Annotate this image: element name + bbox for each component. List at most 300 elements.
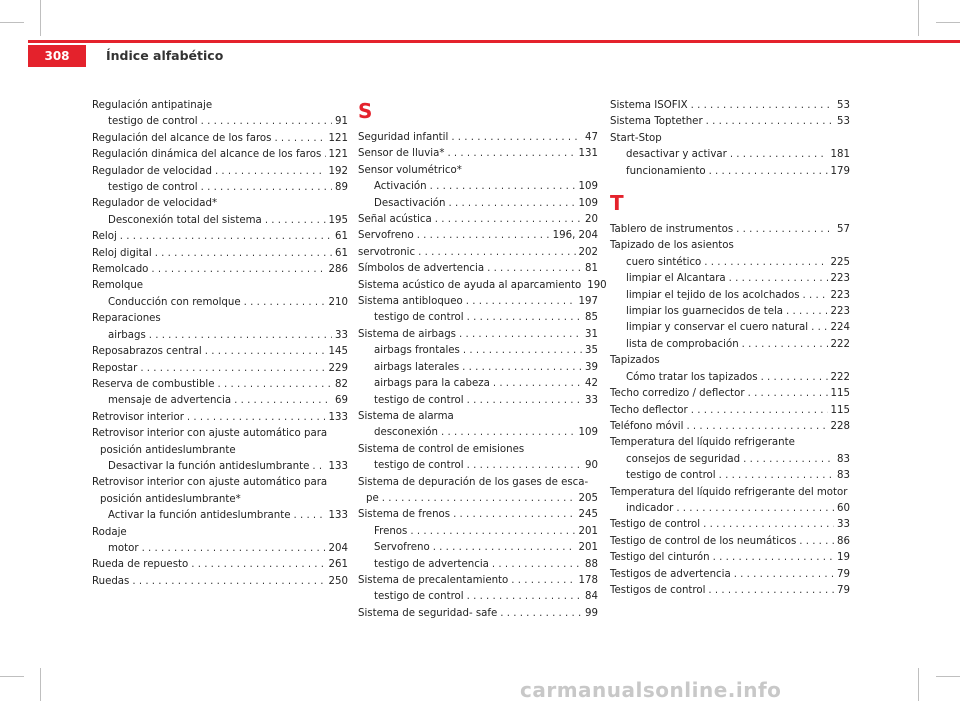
entry-term: Frenos [374, 525, 408, 537]
dot-leader [234, 393, 332, 409]
index-entry [358, 245, 598, 261]
index-entry [358, 540, 598, 556]
entry-page: 82 [335, 378, 348, 390]
entry-term: Desactivar la función antideslumbrante [108, 460, 310, 472]
entry-page: 224 [830, 322, 850, 334]
dot-leader [140, 361, 325, 377]
dot-leader [709, 164, 828, 180]
dot-leader [201, 114, 332, 130]
dot-leader [433, 540, 576, 556]
entry-term: testigo de control [374, 394, 464, 406]
entry-term: motor [108, 542, 139, 554]
entry-term: Rueda de repuesto [92, 559, 189, 571]
index-entry [358, 294, 598, 310]
entry-term: Sistema de precalentamiento [358, 574, 509, 586]
entry-term: servotronic [358, 246, 416, 258]
dot-leader [265, 213, 326, 229]
entry-term: Sistema de frenos [358, 509, 451, 521]
index-heading: Temperatura del líquido refrigerante [610, 437, 795, 449]
index-heading: Tapizado de los asientos [610, 240, 734, 252]
index-entry [610, 337, 850, 353]
entry-term: limpiar el tejido de los acolchados [626, 289, 800, 301]
dot-leader [244, 295, 326, 311]
entry-page: 109 [578, 427, 598, 439]
index-heading: Reparaciones [92, 313, 161, 325]
dot-leader [187, 410, 326, 426]
entry-page: 197 [578, 296, 598, 308]
entry-term: Testigos de control [610, 584, 706, 596]
crop-mark [40, 0, 41, 36]
dot-leader [703, 517, 834, 533]
index-column-3 [610, 98, 850, 599]
entry-page: 204 [328, 542, 348, 554]
entry-page: 83 [837, 453, 850, 465]
dot-leader [430, 179, 576, 195]
entry-page: 61 [335, 231, 348, 243]
entry-term: Tablero de instrumentos [610, 224, 734, 236]
index-heading: posición antideslumbrante* [100, 493, 241, 505]
index-entry [358, 343, 598, 359]
index-entry [358, 179, 598, 195]
entry-page: 261 [328, 559, 348, 571]
index-entry [610, 517, 850, 533]
entry-page: 250 [328, 575, 348, 587]
entry-page: 223 [830, 273, 850, 285]
entry-term: Sistema de airbags [358, 328, 456, 340]
entry-term: desactivar y activar [626, 149, 727, 161]
entry-page: 115 [830, 388, 850, 400]
index-entry [92, 213, 348, 229]
entry-page: 33 [585, 394, 598, 406]
dot-leader [803, 288, 828, 304]
entry-term: Reposabrazos central [92, 346, 202, 358]
entry-page: 60 [837, 502, 850, 514]
dot-leader [500, 606, 582, 622]
index-entry [92, 557, 348, 573]
entry-term: airbags frontales [374, 345, 460, 357]
index-entry [358, 278, 607, 294]
index-entry [610, 320, 850, 336]
entry-term: Servofreno [358, 230, 414, 242]
entry-page: 222 [830, 338, 850, 350]
entry-page: 79 [837, 568, 850, 580]
section-letter: S [358, 99, 373, 123]
index-entry [358, 425, 598, 441]
index-entry [358, 606, 598, 622]
entry-term: Desactivación [374, 197, 446, 209]
dot-leader [435, 212, 582, 228]
index-entry [92, 262, 348, 278]
index-heading: Sistema de depuración de los gases de esca- [358, 476, 589, 488]
entry-term: airbags laterales [374, 361, 460, 373]
index-entry [358, 376, 598, 392]
dot-leader [748, 386, 828, 402]
index-entry [358, 393, 598, 409]
index-entry [92, 246, 348, 262]
index-heading: Rodaje [92, 526, 127, 538]
dot-leader [218, 377, 333, 393]
entry-page: 86 [837, 535, 850, 547]
index-entry [358, 261, 598, 277]
index-entry [610, 550, 850, 566]
index-column-2 [358, 98, 607, 622]
dot-leader [215, 164, 326, 180]
entry-page: 133 [328, 411, 348, 423]
entry-page: 210 [328, 296, 348, 308]
dot-leader [691, 403, 828, 419]
entry-term: airbags [108, 329, 146, 341]
entry-term: testigo de control [374, 312, 464, 324]
dot-leader [151, 262, 325, 278]
entry-term: limpiar y conservar el cuero natural [626, 322, 809, 334]
index-entry [610, 98, 850, 114]
index-entry [358, 130, 598, 146]
dot-leader [132, 574, 325, 590]
entry-term: lista de comprobación [626, 338, 739, 350]
index-entry [92, 344, 348, 360]
index-entry [358, 327, 598, 343]
index-entry [358, 458, 598, 474]
index-entry [358, 524, 598, 540]
entry-term: Sistema ISOFIX [610, 100, 688, 111]
entry-page: 195 [328, 214, 348, 226]
dot-leader [451, 130, 582, 146]
index-entry [610, 386, 850, 402]
entry-page: 89 [335, 182, 348, 194]
entry-term: mensaje de advertencia [108, 395, 232, 407]
entry-term: desconexión [374, 427, 438, 439]
entry-page: 53 [837, 100, 850, 111]
index-entry [92, 508, 348, 524]
entry-page: 57 [837, 224, 850, 236]
index-entry [610, 567, 850, 583]
index-heading: posición antideslumbrante [100, 444, 236, 456]
entry-page: 42 [585, 378, 598, 390]
dot-leader [708, 583, 834, 599]
entry-page: 115 [830, 404, 850, 416]
entry-page: 61 [335, 247, 348, 259]
entry-term: Símbolos de advertencia [358, 263, 485, 275]
index-entry [610, 501, 850, 517]
entry-page: 85 [585, 312, 598, 324]
dot-leader [691, 98, 834, 114]
index-entry [92, 131, 348, 147]
entry-term: Testigo de control de los neumáticos [610, 535, 797, 547]
entry-page: 145 [328, 346, 348, 358]
crop-mark [0, 676, 24, 677]
dot-leader [742, 337, 828, 353]
entry-page: 33 [837, 519, 850, 531]
entry-page: 179 [830, 165, 850, 177]
index-entry [610, 147, 850, 163]
dot-leader [447, 146, 575, 162]
dot-leader [417, 228, 550, 244]
page-title: Índice alfabético [106, 48, 224, 63]
dot-leader [467, 589, 582, 605]
dot-leader [120, 229, 332, 245]
entry-term: Regulación del alcance de los faros [92, 132, 272, 144]
entry-page: 121 [328, 149, 348, 161]
crop-mark [918, 668, 919, 701]
entry-term: limpiar el Alcantara [626, 273, 726, 285]
index-entry [610, 271, 850, 287]
index-heading: Sensor volumétrico* [358, 164, 462, 176]
dot-leader [467, 458, 582, 474]
index-entry [610, 419, 850, 435]
entry-page: 69 [335, 395, 348, 407]
dot-leader [487, 261, 582, 277]
entry-term: consejos de seguridad [626, 453, 741, 465]
entry-page: 39 [585, 361, 598, 373]
entry-term: Ruedas [92, 575, 130, 587]
entry-page: 99 [585, 607, 598, 619]
index-entry [358, 196, 598, 212]
dot-leader [511, 573, 575, 589]
crop-mark [936, 22, 960, 23]
index-entry [92, 180, 348, 196]
index-entry [92, 459, 348, 475]
crop-mark [936, 676, 960, 677]
dot-leader [730, 147, 828, 163]
entry-page: 225 [830, 256, 850, 268]
dot-leader [492, 557, 582, 573]
entry-term: Regulador de velocidad [92, 165, 212, 177]
index-heading: Retrovisor interior con ajuste automático para [92, 428, 328, 440]
entry-term: Regulación dinámica del alcance de los faros [92, 149, 322, 161]
dot-leader [466, 294, 576, 310]
entry-term: Repostar [92, 362, 138, 374]
entry-term: Conducción con remolque [108, 296, 241, 308]
index-entry [92, 295, 348, 311]
entry-term: Techo deflector [610, 404, 688, 416]
entry-page: 131 [578, 148, 598, 160]
index-heading: Start-Stop [610, 132, 662, 144]
entry-page: 201 [578, 525, 598, 537]
entry-page: 109 [578, 197, 598, 209]
entry-page: 53 [837, 116, 850, 128]
entry-term: testigo de control [626, 470, 716, 482]
dot-leader [274, 131, 325, 147]
dot-leader [324, 147, 325, 163]
index-entry [92, 147, 348, 163]
entry-term: Testigos de advertencia [610, 568, 731, 580]
index-column-1 [92, 98, 348, 590]
index-entry [610, 403, 850, 419]
dot-leader [719, 468, 834, 484]
index-entry [358, 573, 598, 589]
entry-term: Señal acústica [358, 214, 432, 226]
index-entry [92, 410, 348, 426]
index-heading: Remolque [92, 280, 144, 292]
entry-page: 228 [830, 420, 850, 432]
entry-term: testigo de control [108, 116, 198, 128]
index-entry [610, 534, 850, 550]
dot-leader [453, 507, 575, 523]
index-entry [92, 114, 348, 130]
entry-term: Sistema antibloqueo [358, 296, 463, 308]
index-entry [610, 468, 850, 484]
dot-leader [205, 344, 326, 360]
entry-page: 133 [328, 510, 348, 522]
dot-leader [736, 222, 834, 238]
dot-leader [686, 419, 827, 435]
entry-term: pe [366, 492, 379, 504]
dot-leader [418, 245, 575, 261]
dot-leader [462, 360, 582, 376]
index-heading: Regulador de velocidad* [92, 198, 218, 210]
entry-page: 81 [585, 263, 598, 275]
dot-leader [706, 114, 834, 130]
index-entry [358, 491, 598, 507]
header-rule [28, 40, 960, 43]
entry-term: Sensor de lluvia* [358, 148, 445, 160]
entry-page: 47 [585, 132, 598, 143]
dot-leader [799, 534, 834, 550]
entry-term: Sistema Toptether [610, 116, 703, 128]
entry-page: 202 [578, 246, 598, 258]
entry-page: 35 [585, 345, 598, 357]
entry-term: Desconexión total del sistema [108, 214, 262, 226]
entry-page: 121 [328, 132, 348, 144]
entry-term: Remolcado [92, 264, 149, 276]
index-entry [358, 146, 598, 162]
entry-term: Seguridad infantil [358, 132, 449, 143]
dot-leader [467, 393, 582, 409]
entry-term: Teléfono móvil [610, 420, 684, 432]
entry-term: Reserva de combustible [92, 378, 215, 390]
crop-mark [0, 22, 24, 23]
index-entry [92, 361, 348, 377]
dot-leader [149, 328, 332, 344]
index-entry [610, 222, 850, 238]
index-entry [358, 212, 598, 228]
entry-term: Reloj [92, 231, 117, 243]
index-entry [358, 589, 598, 605]
entry-page: 223 [830, 306, 850, 318]
dot-leader [811, 320, 827, 336]
dot-leader [676, 501, 834, 517]
entry-page: 245 [578, 509, 598, 521]
dot-leader [410, 524, 575, 540]
entry-page: 192 [328, 165, 348, 177]
index-entry [92, 229, 348, 245]
dot-leader [312, 459, 325, 475]
entry-page: 190 [587, 279, 607, 291]
entry-page: 33 [335, 329, 348, 341]
entry-page: 222 [830, 371, 850, 383]
entry-page: 83 [837, 470, 850, 482]
entry-term: Servofreno [374, 542, 430, 554]
dot-leader [786, 304, 828, 320]
entry-page: 223 [830, 289, 850, 301]
index-entry [92, 574, 348, 590]
index-entry [358, 228, 598, 244]
index-entry [92, 541, 348, 557]
entry-page: 79 [837, 584, 850, 596]
entry-term: testigo de control [374, 460, 464, 472]
dot-leader [734, 567, 834, 583]
dot-leader [441, 425, 576, 441]
dot-leader [191, 557, 325, 573]
index-heading: Sistema de control de emisiones [358, 443, 525, 455]
entry-term: Cómo tratar los tapizados [626, 371, 758, 383]
entry-term: indicador [626, 502, 674, 514]
dot-leader [293, 508, 325, 524]
entry-term: cuero sintético [626, 256, 702, 268]
entry-term: limpiar los guarnecidos de tela [626, 306, 784, 318]
entry-page: 31 [585, 328, 598, 340]
index-entry [358, 557, 598, 573]
dot-leader [382, 491, 576, 507]
index-entry [92, 393, 348, 409]
dot-leader [155, 246, 332, 262]
entry-term: Techo corredizo / deflector [610, 388, 745, 400]
section-letter: T [610, 191, 624, 216]
entry-term: Sistema acústico de ayuda al aparcamiento [358, 279, 582, 291]
index-entry [610, 164, 850, 180]
dot-leader [459, 327, 582, 343]
index-heading: Sistema de alarma [358, 410, 454, 422]
entry-page: 181 [830, 149, 850, 161]
entry-page: 109 [578, 181, 598, 193]
index-heading: Retrovisor interior con ajuste automático para [92, 477, 328, 489]
index-entry [610, 288, 850, 304]
entry-page: 229 [328, 362, 348, 374]
entry-page: 19 [837, 552, 850, 564]
index-entry [610, 255, 850, 271]
dot-leader [142, 541, 326, 557]
index-entry [358, 507, 598, 523]
index-entry [358, 310, 598, 326]
dot-leader [743, 452, 834, 468]
index-entry [358, 360, 598, 376]
dot-leader [704, 255, 827, 271]
dot-leader [467, 310, 582, 326]
dot-leader [201, 180, 332, 196]
index-heading: Temperatura del líquido refrigerante del motor [610, 486, 848, 498]
entry-page: 196, 204 [552, 230, 598, 242]
entry-term: testigo de control [374, 591, 464, 603]
entry-term: Reloj digital [92, 247, 152, 259]
index-entry [92, 328, 348, 344]
dot-leader [713, 550, 834, 566]
index-entry [610, 304, 850, 320]
entry-page: 178 [578, 574, 598, 586]
entry-page: 133 [328, 460, 348, 472]
entry-term: testigo de advertencia [374, 558, 489, 570]
entry-page: 88 [585, 558, 598, 570]
entry-page: 90 [585, 460, 598, 472]
entry-term: Activación [374, 181, 427, 193]
entry-term: Activar la función antideslumbrante [108, 510, 291, 522]
watermark: carmanualsonline.info [520, 678, 782, 702]
index-entry [92, 377, 348, 393]
entry-page: 286 [328, 264, 348, 276]
entry-term: Testigo del cinturón [610, 552, 710, 564]
index-heading: Tapizados [610, 355, 660, 367]
entry-term: testigo de control [108, 182, 198, 194]
index-entry [610, 452, 850, 468]
dot-leader [761, 370, 828, 386]
index-entry [92, 164, 348, 180]
entry-page: 201 [578, 542, 598, 554]
crop-mark [40, 668, 41, 701]
dot-leader [463, 343, 582, 359]
entry-page: 91 [335, 116, 348, 128]
dot-leader [448, 196, 575, 212]
entry-term: airbags para la cabeza [374, 378, 490, 390]
entry-term: Testigo de control [610, 519, 701, 531]
